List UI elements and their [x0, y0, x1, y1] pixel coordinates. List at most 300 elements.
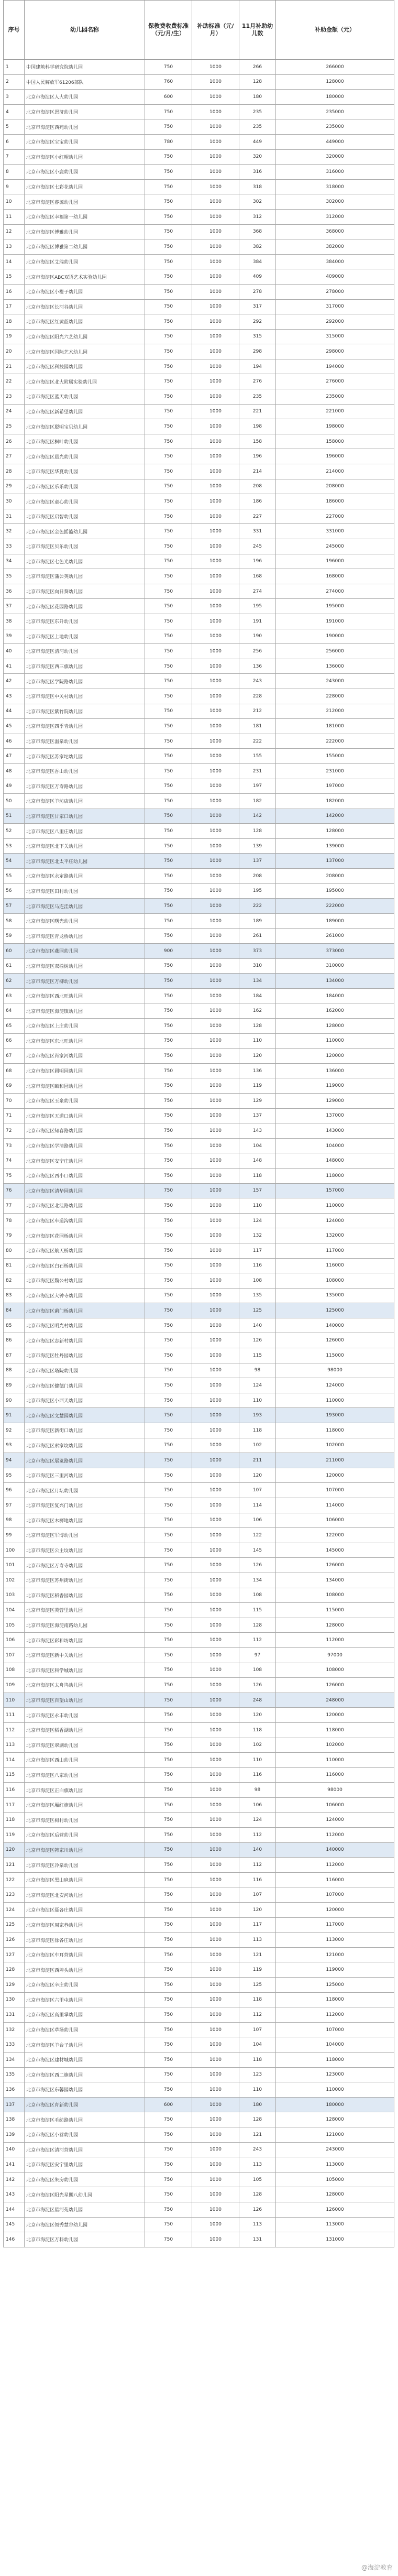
- table-row: [4, 644, 394, 659]
- cell-count: 129: [239, 1093, 276, 1108]
- cell-amount: 110000: [276, 1753, 394, 1768]
- cell-idx: 127: [4, 1947, 25, 1962]
- cell-name: 北京市海淀区紫竹院幼儿园: [25, 704, 145, 719]
- cell-idx: 28: [4, 464, 25, 479]
- cell-std: 1000: [192, 224, 239, 239]
- table-row: [4, 434, 394, 449]
- cell-amount: 243000: [276, 674, 394, 689]
- cell-std: 1000: [192, 1783, 239, 1798]
- cell-idx: 55: [4, 869, 25, 884]
- cell-name: 北京市海淀区索家坟幼儿园: [25, 1438, 145, 1453]
- cell-idx: 123: [4, 1887, 25, 1903]
- cell-amount: 302000: [276, 194, 394, 210]
- cell-count: 222: [239, 899, 276, 914]
- cell-fee: 750: [145, 659, 192, 674]
- cell-fee: 750: [145, 1917, 192, 1933]
- table-row: [4, 1438, 394, 1453]
- table-row: [4, 1767, 394, 1783]
- cell-count: 312: [239, 209, 276, 224]
- cell-std: 1000: [192, 1962, 239, 1978]
- table-body: [4, 60, 394, 2247]
- cell-name: 北京市海淀区西三旗幼儿园: [25, 659, 145, 674]
- cell-std: 1000: [192, 719, 239, 734]
- cell-std: 1000: [192, 1393, 239, 1408]
- cell-name: 北京市海淀区宝宝幼儿园: [25, 134, 145, 149]
- column-header: 幼儿园名称: [25, 1, 145, 60]
- cell-std: 1000: [192, 74, 239, 90]
- table-row: [4, 1678, 394, 1693]
- cell-name: 北京市海淀区正白旗幼儿园: [25, 1783, 145, 1798]
- cell-fee: 750: [145, 1603, 192, 1618]
- cell-count: 274: [239, 584, 276, 599]
- cell-std: 1000: [192, 2112, 239, 2127]
- cell-amount: 134000: [276, 1573, 394, 1588]
- cell-name: 北京市海淀区甘家口幼儿园: [25, 809, 145, 824]
- cell-name: 中国人民解放军61206部队: [25, 74, 145, 90]
- cell-idx: 140: [4, 2142, 25, 2157]
- cell-amount: 235000: [276, 389, 394, 405]
- table-row: [4, 883, 394, 899]
- cell-count: 107: [239, 1887, 276, 1903]
- cell-idx: 81: [4, 1258, 25, 1273]
- cell-idx: 1: [4, 60, 25, 75]
- cell-amount: 195000: [276, 599, 394, 614]
- cell-fee: 750: [145, 2037, 192, 2053]
- cell-amount: 118000: [276, 1722, 394, 1738]
- cell-fee: 750: [145, 1153, 192, 1169]
- cell-name: 北京市海淀区魏公村幼儿园: [25, 1273, 145, 1289]
- cell-std: 1000: [192, 1618, 239, 1633]
- cell-name: 北京市海淀区ABC双语艺术实验幼儿园: [25, 269, 145, 285]
- cell-idx: 101: [4, 1558, 25, 1573]
- cell-count: 124: [239, 1213, 276, 1228]
- cell-fee: 600: [145, 2097, 192, 2112]
- table-row: [4, 149, 394, 165]
- cell-idx: 50: [4, 794, 25, 809]
- table-row: [4, 958, 394, 974]
- cell-name: 北京市海淀区高里掌幼儿园: [25, 2007, 145, 2023]
- cell-idx: 2: [4, 74, 25, 90]
- cell-idx: 115: [4, 1767, 25, 1783]
- table-row: [4, 1528, 394, 1543]
- table-row: [4, 2142, 394, 2157]
- cell-amount: 108000: [276, 1663, 394, 1678]
- cell-std: 1000: [192, 90, 239, 105]
- cell-fee: 750: [145, 2022, 192, 2037]
- cell-std: 1000: [192, 254, 239, 269]
- cell-amount: 97000: [276, 1647, 394, 1663]
- cell-name: 北京市海淀区彩和坊幼儿园: [25, 1633, 145, 1648]
- cell-idx: 54: [4, 854, 25, 869]
- cell-amount: 184000: [276, 988, 394, 1003]
- table-row: [4, 179, 394, 194]
- cell-idx: 74: [4, 1153, 25, 1169]
- cell-idx: 124: [4, 1903, 25, 1918]
- table-row: [4, 1588, 394, 1603]
- cell-count: 104: [239, 2037, 276, 2053]
- cell-amount: 110000: [276, 2082, 394, 2098]
- table-row: [4, 913, 394, 929]
- cell-amount: 116000: [276, 1872, 394, 1887]
- table-row: [4, 104, 394, 119]
- cell-amount: 211000: [276, 1453, 394, 1468]
- cell-idx: 109: [4, 1678, 25, 1693]
- cell-amount: 112000: [276, 1633, 394, 1648]
- cell-count: 310: [239, 958, 276, 974]
- cell-count: 228: [239, 689, 276, 704]
- cell-name: 北京市海淀区东馨园幼儿园: [25, 2082, 145, 2098]
- cell-amount: 124000: [276, 1378, 394, 1393]
- cell-count: 125: [239, 1978, 276, 1993]
- cell-idx: 139: [4, 2127, 25, 2142]
- table-row: [4, 449, 394, 464]
- cell-idx: 146: [4, 2232, 25, 2247]
- column-header: 补助标准（元/月）: [192, 1, 239, 60]
- cell-name: 北京市海淀区聂各庄幼儿园: [25, 1903, 145, 1918]
- cell-name: 北京市海淀区北大附属实验幼儿园: [25, 374, 145, 389]
- cell-std: 1000: [192, 359, 239, 374]
- table-row: [4, 779, 394, 794]
- table-row: [4, 584, 394, 599]
- cell-amount: 214000: [276, 464, 394, 479]
- cell-count: 112: [239, 1858, 276, 1873]
- cell-idx: 100: [4, 1543, 25, 1558]
- cell-amount: 182000: [276, 794, 394, 809]
- cell-idx: 45: [4, 719, 25, 734]
- cell-std: 1000: [192, 1528, 239, 1543]
- cell-idx: 95: [4, 1468, 25, 1483]
- cell-name: 中国建筑科学研究院幼儿园: [25, 60, 145, 75]
- cell-name: 北京市海淀区红黄蓝幼儿园: [25, 314, 145, 330]
- cell-count: 112: [239, 2007, 276, 2023]
- cell-fee: 750: [145, 284, 192, 299]
- cell-fee: 750: [145, 809, 192, 824]
- cell-count: 110: [239, 1393, 276, 1408]
- cell-count: 214: [239, 464, 276, 479]
- cell-count: 110: [239, 2082, 276, 2098]
- cell-fee: 750: [145, 1887, 192, 1903]
- cell-amount: 128000: [276, 1019, 394, 1034]
- cell-amount: 190000: [276, 629, 394, 644]
- cell-idx: 106: [4, 1633, 25, 1648]
- cell-std: 1000: [192, 659, 239, 674]
- cell-count: 106: [239, 1797, 276, 1813]
- cell-count: 196: [239, 449, 276, 464]
- cell-amount: 140000: [276, 1842, 394, 1858]
- cell-name: 北京市海淀区冷泉幼儿园: [25, 1858, 145, 1873]
- cell-std: 1000: [192, 1378, 239, 1393]
- cell-count: 120: [239, 1903, 276, 1918]
- cell-amount: 110000: [276, 1033, 394, 1049]
- cell-name: 北京市海淀区永定路幼儿园: [25, 869, 145, 884]
- cell-name: 北京市海淀区车道沟幼儿园: [25, 1213, 145, 1228]
- cell-std: 1000: [192, 1828, 239, 1843]
- cell-name: 北京市海淀区复兴门幼儿园: [25, 1498, 145, 1513]
- cell-std: 1000: [192, 419, 239, 434]
- cell-amount: 128000: [276, 2187, 394, 2202]
- cell-fee: 750: [145, 524, 192, 539]
- cell-fee: 750: [145, 389, 192, 405]
- cell-std: 1000: [192, 1647, 239, 1663]
- cell-std: 1000: [192, 824, 239, 839]
- cell-count: 191: [239, 614, 276, 629]
- cell-idx: 3: [4, 90, 25, 105]
- cell-idx: 93: [4, 1438, 25, 1453]
- cell-idx: 80: [4, 1243, 25, 1258]
- cell-std: 1000: [192, 1767, 239, 1783]
- table-row: [4, 2052, 394, 2067]
- cell-std: 1000: [192, 689, 239, 704]
- cell-name: 北京市海淀区花园桥幼儿园: [25, 1228, 145, 1243]
- cell-idx: 25: [4, 419, 25, 434]
- cell-amount: 198000: [276, 419, 394, 434]
- cell-count: 137: [239, 1108, 276, 1123]
- cell-std: 1000: [192, 584, 239, 599]
- cell-name: 北京市海淀区北安河幼儿园: [25, 1887, 145, 1903]
- cell-count: 212: [239, 704, 276, 719]
- cell-count: 222: [239, 734, 276, 749]
- cell-fee: 750: [145, 1243, 192, 1258]
- cell-name: 北京市海淀区新希望幼儿园: [25, 404, 145, 419]
- cell-count: 248: [239, 1693, 276, 1708]
- cell-std: 1000: [192, 929, 239, 944]
- table-row: [4, 1887, 394, 1903]
- cell-idx: 64: [4, 1003, 25, 1019]
- cell-std: 1000: [192, 1573, 239, 1588]
- cell-idx: 129: [4, 1978, 25, 1993]
- cell-count: 231: [239, 763, 276, 779]
- cell-amount: 126000: [276, 1558, 394, 1573]
- table-row: [4, 1738, 394, 1753]
- cell-name: 北京市海淀区塔院幼儿园: [25, 1363, 145, 1378]
- table-row: [4, 194, 394, 210]
- cell-amount: 181000: [276, 719, 394, 734]
- cell-fee: 760: [145, 74, 192, 90]
- cell-count: 235: [239, 389, 276, 405]
- cell-name: 北京市海淀区聪明宝贝幼儿园: [25, 419, 145, 434]
- table-row: [4, 284, 394, 299]
- cell-fee: 750: [145, 299, 192, 314]
- table-row: [4, 1753, 394, 1768]
- table-row: [4, 359, 394, 374]
- cell-std: 1000: [192, 2142, 239, 2157]
- table-row: [4, 674, 394, 689]
- cell-fee: 750: [145, 1828, 192, 1843]
- table-row: [4, 269, 394, 285]
- cell-fee: 750: [145, 464, 192, 479]
- cell-std: 1000: [192, 1453, 239, 1468]
- table-row: [4, 1498, 394, 1513]
- cell-std: 1000: [192, 1887, 239, 1903]
- cell-name: 北京市海淀区文慧园幼儿园: [25, 1408, 145, 1423]
- cell-name: 北京市海淀区苏州街幼儿园: [25, 1573, 145, 1588]
- table-row: [4, 74, 394, 90]
- cell-amount: 158000: [276, 434, 394, 449]
- cell-idx: 15: [4, 269, 25, 285]
- cell-count: 112: [239, 1828, 276, 1843]
- table-row: [4, 329, 394, 344]
- cell-fee: 600: [145, 90, 192, 105]
- cell-fee: 750: [145, 899, 192, 914]
- cell-name: 北京市海淀区周家巷幼儿园: [25, 1917, 145, 1933]
- cell-name: 北京市海淀区博雅幼儿园: [25, 224, 145, 239]
- cell-idx: 56: [4, 883, 25, 899]
- cell-idx: 75: [4, 1168, 25, 1183]
- table-row: [4, 1543, 394, 1558]
- cell-fee: 750: [145, 1348, 192, 1363]
- cell-amount: 227000: [276, 509, 394, 524]
- table-row: [4, 1558, 394, 1573]
- cell-idx: 6: [4, 134, 25, 149]
- cell-std: 1000: [192, 434, 239, 449]
- cell-name: 北京市海淀区上庄幼儿园: [25, 1019, 145, 1034]
- cell-fee: 750: [145, 1303, 192, 1318]
- cell-name: 北京市海淀区小鹿幼儿园: [25, 165, 145, 180]
- cell-name: 北京市海淀区学清路幼儿园: [25, 1138, 145, 1153]
- cell-std: 1000: [192, 2052, 239, 2067]
- cell-amount: 118000: [276, 1423, 394, 1438]
- cell-idx: 60: [4, 944, 25, 959]
- cell-amount: 212000: [276, 704, 394, 719]
- cell-name: 北京市海淀区晨光幼儿园: [25, 449, 145, 464]
- table-row: [4, 1033, 394, 1049]
- cell-name: 北京市海淀区公主坟幼儿园: [25, 1543, 145, 1558]
- cell-std: 1000: [192, 644, 239, 659]
- cell-amount: 112000: [276, 1828, 394, 1843]
- cell-count: 121: [239, 1947, 276, 1962]
- cell-count: 121: [239, 2127, 276, 2142]
- cell-count: 196: [239, 554, 276, 569]
- table-row: [4, 1063, 394, 1078]
- cell-std: 1000: [192, 913, 239, 929]
- table-row: [4, 1153, 394, 1169]
- cell-count: 118: [239, 1423, 276, 1438]
- cell-std: 1000: [192, 899, 239, 914]
- table-row: [4, 2172, 394, 2187]
- cell-fee: 750: [145, 614, 192, 629]
- cell-fee: 750: [145, 674, 192, 689]
- cell-idx: 46: [4, 734, 25, 749]
- cell-count: 118: [239, 2052, 276, 2067]
- cell-amount: 118000: [276, 2052, 394, 2067]
- cell-fee: 750: [145, 838, 192, 854]
- cell-name: 北京市海淀区百望山幼儿园: [25, 1693, 145, 1708]
- cell-fee: 750: [145, 929, 192, 944]
- cell-fee: 750: [145, 779, 192, 794]
- cell-amount: 191000: [276, 614, 394, 629]
- cell-std: 1000: [192, 2157, 239, 2173]
- cell-name: 北京市海淀区五道口幼儿园: [25, 1108, 145, 1123]
- cell-name: 北京市海淀区知春路幼儿园: [25, 1123, 145, 1139]
- table-row: [4, 60, 394, 75]
- cell-idx: 143: [4, 2187, 25, 2202]
- cell-count: 128: [239, 2112, 276, 2127]
- cell-count: 126: [239, 1333, 276, 1348]
- cell-count: 126: [239, 2202, 276, 2217]
- cell-fee: 750: [145, 1872, 192, 1887]
- cell-name: 北京市海淀区芙蓉里幼儿园: [25, 1603, 145, 1618]
- cell-count: 97: [239, 1647, 276, 1663]
- cell-count: 189: [239, 913, 276, 929]
- cell-amount: 143000: [276, 1123, 394, 1139]
- cell-count: 227: [239, 509, 276, 524]
- table-row: [4, 344, 394, 359]
- cell-fee: 750: [145, 1767, 192, 1783]
- cell-amount: 102000: [276, 1738, 394, 1753]
- cell-std: 1000: [192, 2007, 239, 2023]
- cell-name: 北京市海淀区学院路幼儿园: [25, 674, 145, 689]
- table-row: [4, 2217, 394, 2232]
- cell-idx: 142: [4, 2172, 25, 2187]
- cell-amount: 108000: [276, 1588, 394, 1603]
- cell-count: 120: [239, 1468, 276, 1483]
- cell-count: 116: [239, 1872, 276, 1887]
- cell-std: 1000: [192, 494, 239, 509]
- cell-name: 北京市海淀区玉泉幼儿园: [25, 1093, 145, 1108]
- cell-count: 186: [239, 494, 276, 509]
- cell-std: 1000: [192, 60, 239, 75]
- cell-count: 194: [239, 359, 276, 374]
- cell-amount: 119000: [276, 1078, 394, 1094]
- cell-name: 北京市海淀区志新村幼儿园: [25, 1333, 145, 1348]
- cell-std: 1000: [192, 1258, 239, 1273]
- table-row: [4, 464, 394, 479]
- cell-name: 北京市海淀区七彩花幼儿园: [25, 179, 145, 194]
- cell-idx: 76: [4, 1183, 25, 1198]
- cell-count: 140: [239, 1842, 276, 1858]
- column-header: 11月补助幼儿数: [239, 1, 276, 60]
- cell-amount: 116000: [276, 1258, 394, 1273]
- cell-std: 1000: [192, 2217, 239, 2232]
- cell-fee: 750: [145, 1528, 192, 1543]
- cell-amount: 125000: [276, 1303, 394, 1318]
- cell-count: 114: [239, 1498, 276, 1513]
- cell-amount: 228000: [276, 689, 394, 704]
- cell-fee: 750: [145, 1273, 192, 1289]
- cell-count: 115: [239, 1348, 276, 1363]
- cell-amount: 124000: [276, 1213, 394, 1228]
- table-row: [4, 974, 394, 989]
- cell-amount: 148000: [276, 1153, 394, 1169]
- cell-fee: 750: [145, 1708, 192, 1723]
- cell-idx: 23: [4, 389, 25, 405]
- cell-count: 155: [239, 749, 276, 764]
- table-row: [4, 1813, 394, 1828]
- cell-name: 北京市海淀区小西天幼儿园: [25, 1393, 145, 1408]
- cell-count: 331: [239, 524, 276, 539]
- table-row: [4, 539, 394, 554]
- cell-amount: 121000: [276, 2127, 394, 2142]
- cell-count: 116: [239, 1258, 276, 1273]
- cell-fee: 750: [145, 374, 192, 389]
- cell-count: 158: [239, 434, 276, 449]
- cell-name: 北京市海淀区展览路幼儿园: [25, 1453, 145, 1468]
- cell-std: 1000: [192, 779, 239, 794]
- cell-fee: 750: [145, 958, 192, 974]
- cell-fee: 750: [145, 479, 192, 494]
- cell-amount: 118000: [276, 1992, 394, 2007]
- cell-std: 1000: [192, 2232, 239, 2247]
- cell-fee: 750: [145, 1453, 192, 1468]
- table-row: [4, 1872, 394, 1887]
- cell-count: 125: [239, 1303, 276, 1318]
- cell-fee: 750: [145, 494, 192, 509]
- cell-name: 北京市海淀区翠湖幼儿园: [25, 1738, 145, 1753]
- table-row: [4, 794, 394, 809]
- cell-count: 195: [239, 599, 276, 614]
- cell-amount: 119000: [276, 1962, 394, 1978]
- cell-count: 119: [239, 1078, 276, 1094]
